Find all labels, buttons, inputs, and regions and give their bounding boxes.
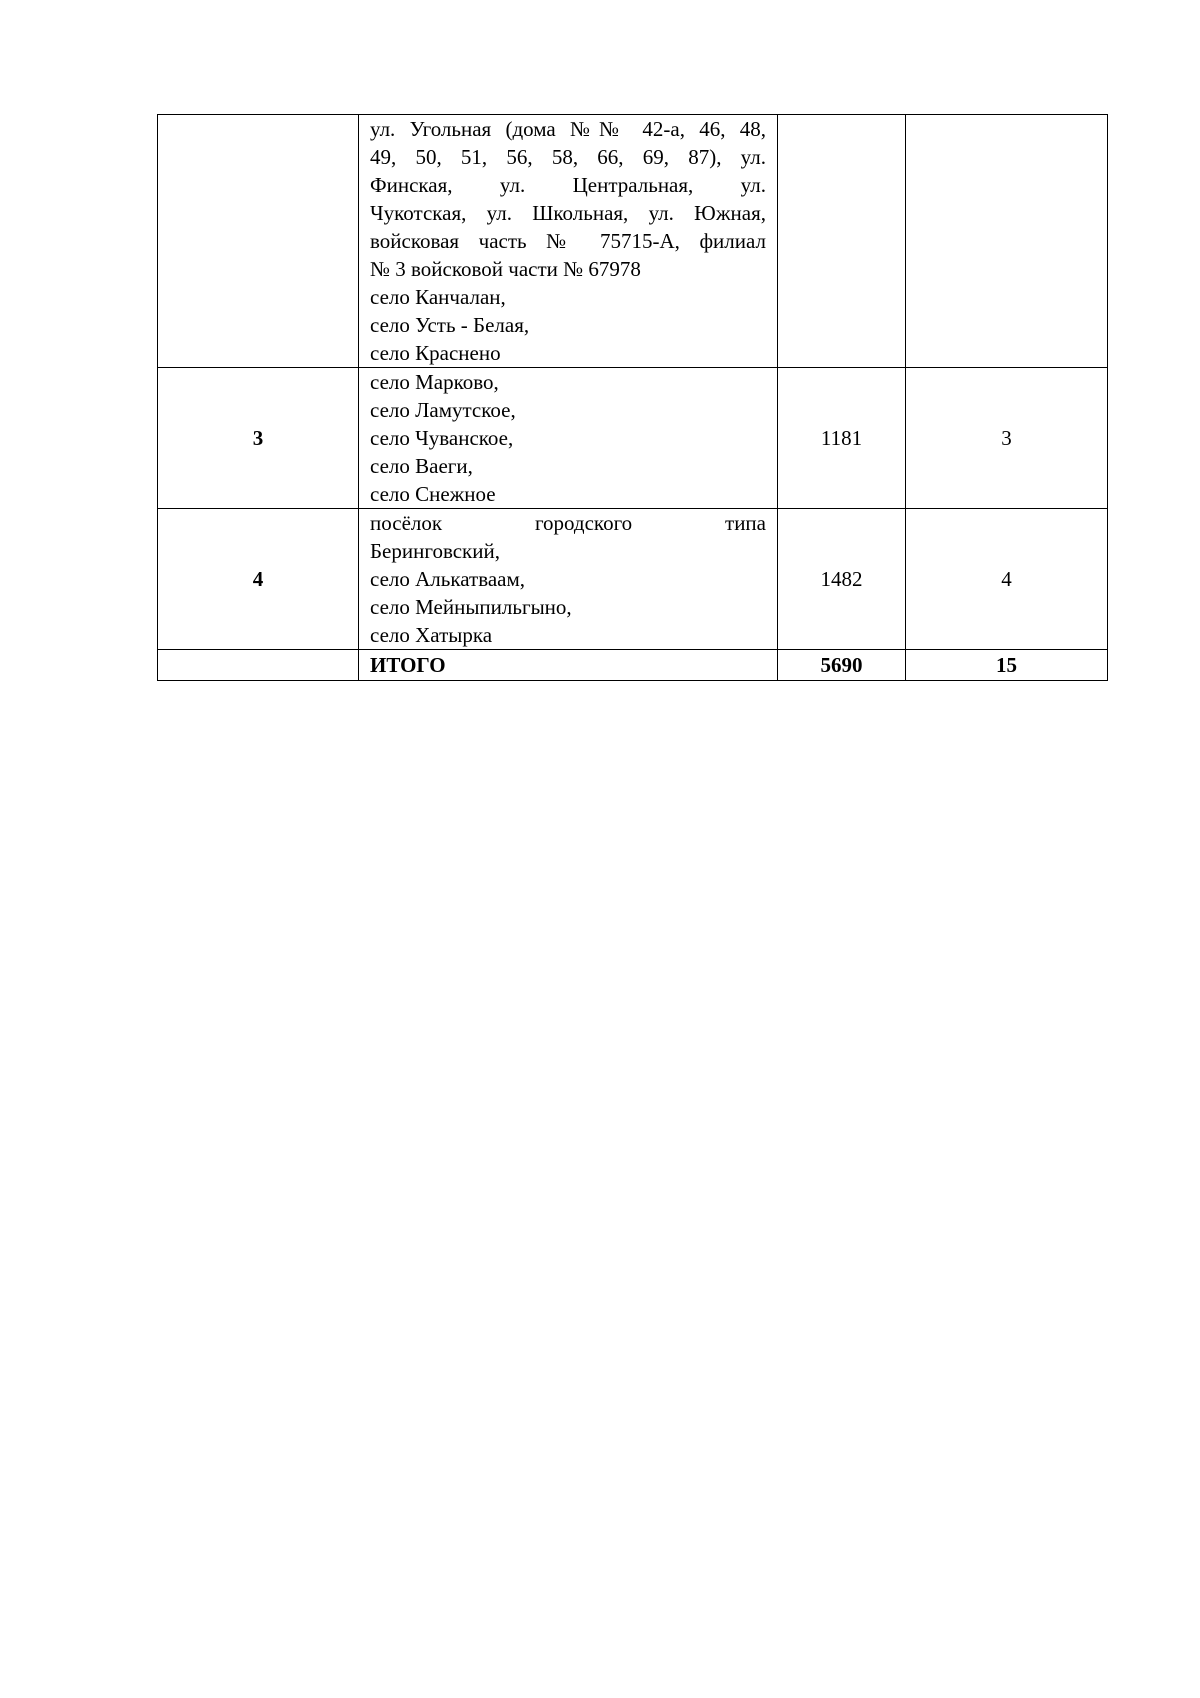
settlement-line: ул. Угольная (дома №№ 42-а, 46, 48,: [370, 117, 766, 141]
settlement-line: Чукотская, ул. Школьная, ул. Южная,: [370, 201, 766, 225]
table-row: [158, 509, 1108, 650]
settlement-line: село Алькатваам,: [370, 567, 526, 591]
total-mandates-cell: 15: [906, 650, 1108, 681]
settlement-line: село Канчалан,: [370, 285, 506, 309]
settlement-line: Беринговский,: [370, 539, 500, 563]
mandates-count-cell: [906, 115, 1108, 368]
settlement-line: село Чуванское,: [370, 426, 514, 450]
settlement-line: Финская, ул. Центральная, ул.: [370, 173, 766, 197]
total-number-cell: [158, 650, 359, 681]
total-label-cell: [359, 650, 778, 681]
mandates-count-cell: 3: [906, 368, 1108, 509]
settlement-line: войсковая часть № 75715-А, филиал: [370, 229, 766, 253]
settlement-line: село Мейныпильгыно,: [370, 595, 572, 619]
settlements-cell: [359, 509, 778, 650]
settlement-line: село Ваеги,: [370, 454, 473, 478]
settlement-line: село Краснено: [370, 341, 501, 365]
table-row: [158, 115, 1108, 368]
district-number-cell: [158, 115, 359, 368]
voters-count-cell: 1482: [778, 509, 906, 650]
settlement-line: село Хатырка: [370, 623, 493, 647]
electoral-districts-table: [157, 114, 1108, 681]
total-label: ИТОГО: [370, 653, 446, 677]
settlement-line: 49, 50, 51, 56, 58, 66, 69, 87), ул.: [370, 145, 766, 169]
table-row: [158, 368, 1108, 509]
district-number-cell: 3: [158, 368, 359, 509]
settlements-cell: [359, 115, 778, 368]
settlement-line: село Усть - Белая,: [370, 313, 530, 337]
total-voters-cell: 5690: [778, 650, 906, 681]
total-row: [158, 650, 1108, 681]
settlement-line: посёлок городского типа: [370, 511, 766, 535]
district-number-cell: 4: [158, 509, 359, 650]
voters-count-cell: 1181: [778, 368, 906, 509]
settlements-cell: [359, 368, 778, 509]
settlement-line: село Ламутское,: [370, 398, 516, 422]
settlement-line: № 3 войсковой части № 67978: [370, 257, 641, 281]
settlement-line: село Марково,: [370, 370, 499, 394]
mandates-count-cell: 4: [906, 509, 1108, 650]
voters-count-cell: [778, 115, 906, 368]
settlement-line: село Снежное: [370, 482, 496, 506]
